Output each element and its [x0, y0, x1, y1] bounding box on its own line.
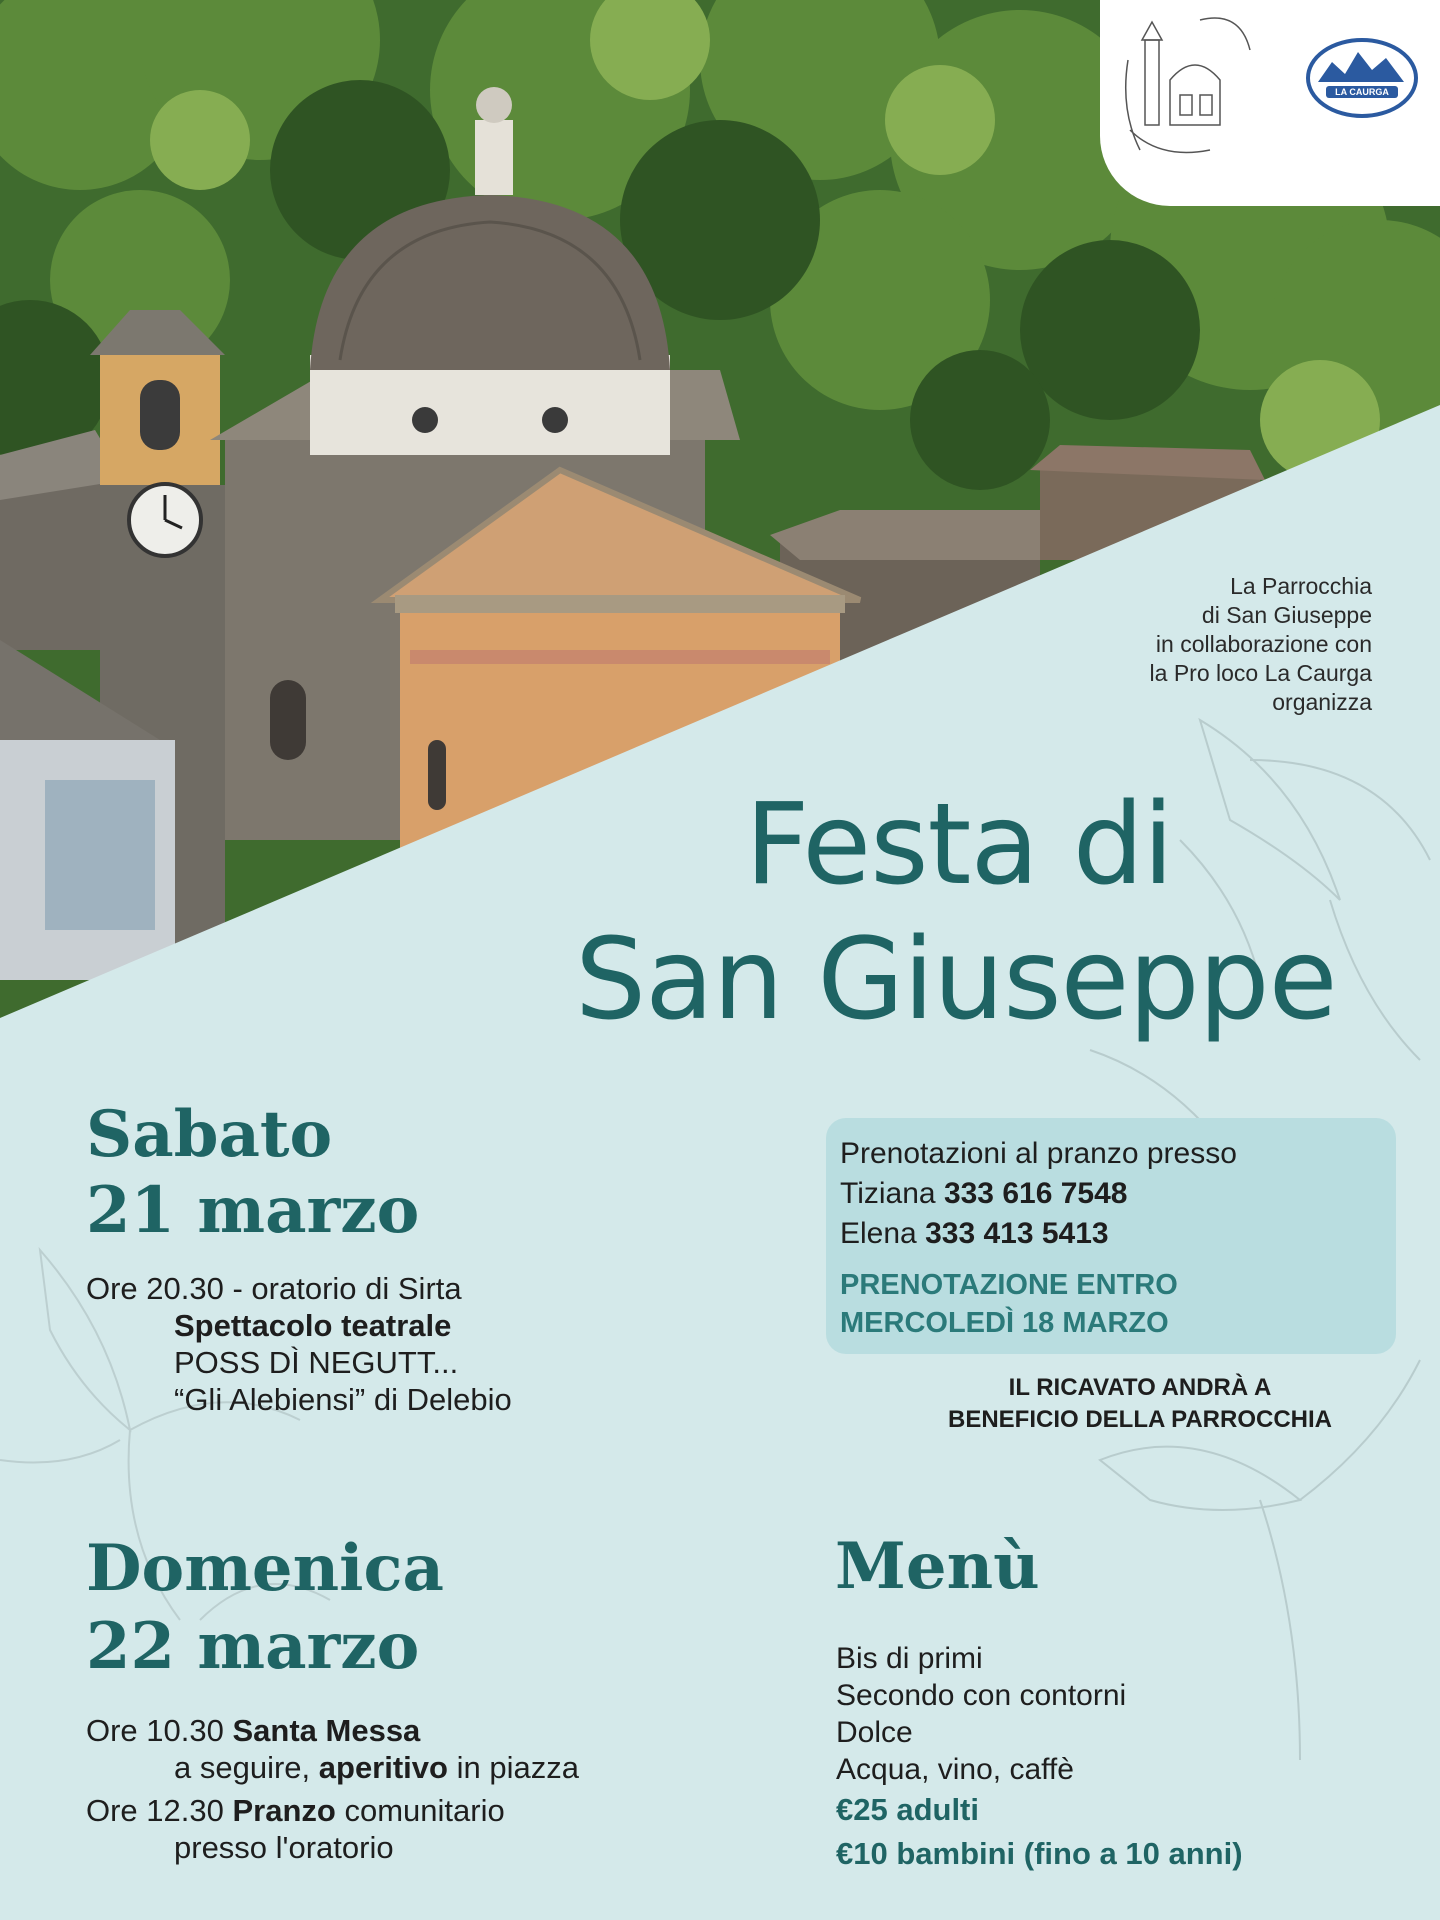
intro-line: in collaborazione con	[1155, 631, 1372, 657]
booking-contact-tiziana: Tiziana 333 616 7548	[840, 1177, 1128, 1210]
saturday-time: Ore 20.30 - oratorio di Sirta	[86, 1271, 462, 1306]
menu-item: Dolce	[836, 1716, 913, 1749]
intro-line: La Parrocchia	[1230, 573, 1372, 599]
sunday-lunch: Ore 12.30 Pranzo comunitario	[86, 1793, 505, 1828]
menu-heading: Menù	[835, 1529, 1040, 1604]
price-adults: €25 adulti	[836, 1792, 979, 1827]
phone-tiziana[interactable]: 333 616 7548	[943, 1177, 1128, 1210]
menu-list	[836, 1640, 1243, 1876]
menu-item: Acqua, vino, caffè	[836, 1753, 1074, 1786]
event-title-line1: Festa di	[745, 780, 1173, 910]
saturday-date: 21 marzo	[86, 1173, 420, 1248]
saturday-show-title: POSS DÌ NEGUTT...	[174, 1345, 459, 1380]
booking-contact-elena: Elena 333 413 5413	[840, 1217, 1109, 1250]
saturday-company: “Gli Alebiensi” di Delebio	[174, 1382, 512, 1417]
sunday-aperitivo: a seguire, aperitivo in piazza	[174, 1750, 579, 1785]
saturday-program	[86, 1270, 512, 1418]
price-children: €10 bambini (fino a 10 anni)	[836, 1836, 1243, 1871]
booking-box	[826, 1118, 1396, 1354]
la-caurga-logo	[1308, 40, 1416, 116]
intro-line: organizza	[1272, 689, 1372, 715]
saturday-event-type: Spettacolo teatrale	[174, 1308, 452, 1343]
la-caurga-logo-text: LA CAURGA	[1335, 87, 1389, 97]
menu-item: Bis di primi	[836, 1642, 983, 1675]
event-title-line2: San Giuseppe	[575, 915, 1337, 1045]
booking-deadline: PRENOTAZIONE ENTRO MERCOLEDÌ 18 MARZO	[840, 1269, 1178, 1339]
menu-item: Secondo con contorni	[836, 1679, 1127, 1712]
parish-sketch-logo	[1126, 18, 1250, 153]
organizers-intro	[1150, 572, 1372, 717]
booking-heading: Prenotazioni al pranzo presso	[840, 1137, 1237, 1170]
intro-line: la Pro loco La Caurga	[1149, 660, 1372, 686]
sunday-heading: Domenica	[86, 1531, 444, 1606]
proceeds-note: IL RICAVATO ANDRÀ A BENEFICIO DELLA PARROCCHIA	[948, 1374, 1332, 1433]
sunday-mass: Ore 10.30 Santa Messa	[86, 1713, 421, 1748]
intro-line: di San Giuseppe	[1201, 602, 1372, 628]
phone-elena[interactable]: 333 413 5413	[925, 1217, 1109, 1250]
sunday-program	[86, 1712, 579, 1866]
saturday-heading: Sabato	[86, 1097, 333, 1172]
sunday-lunch-location: presso l'oratorio	[174, 1830, 394, 1865]
logo-panel	[1100, 0, 1440, 206]
sunday-date: 22 marzo	[86, 1609, 420, 1684]
